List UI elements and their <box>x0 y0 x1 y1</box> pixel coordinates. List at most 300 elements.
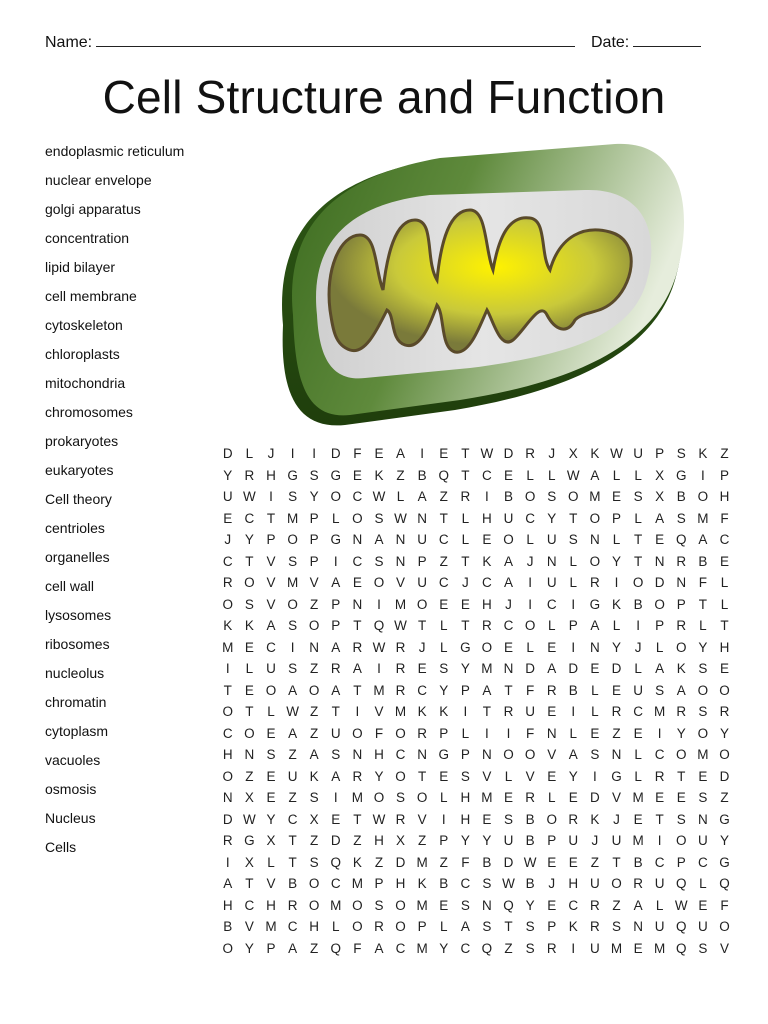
grid-letter[interactable]: O <box>611 876 622 891</box>
grid-letter[interactable]: D <box>654 575 665 590</box>
grid-letter[interactable]: Y <box>719 725 729 741</box>
grid-letter[interactable]: G <box>676 467 687 483</box>
grid-letter[interactable]: I <box>420 446 425 461</box>
grid-letter[interactable]: V <box>374 704 384 719</box>
grid-letter[interactable]: Y <box>525 897 535 913</box>
grid-letter[interactable]: H <box>719 639 730 655</box>
grid-letter[interactable]: O <box>395 897 406 913</box>
grid-letter[interactable]: C <box>222 725 233 741</box>
grid-letter[interactable]: N <box>352 747 363 762</box>
grid-letter[interactable]: B <box>439 876 449 891</box>
grid-letter[interactable]: Q <box>438 467 449 483</box>
grid-letter[interactable]: A <box>568 747 578 762</box>
grid-letter[interactable]: W <box>394 618 407 633</box>
grid-letter[interactable]: L <box>634 747 642 762</box>
grid-letter[interactable]: C <box>287 919 298 934</box>
grid-letter[interactable]: P <box>655 446 665 461</box>
grid-letter[interactable]: N <box>546 553 557 569</box>
grid-letter[interactable]: M <box>351 876 363 891</box>
grid-letter[interactable]: E <box>590 725 600 741</box>
grid-letter[interactable]: R <box>676 618 687 633</box>
grid-letter[interactable]: J <box>461 575 469 590</box>
grid-letter[interactable]: A <box>331 768 341 784</box>
grid-letter[interactable]: F <box>698 575 707 590</box>
grid-letter[interactable]: Z <box>612 897 621 913</box>
grid-letter[interactable]: J <box>548 446 556 461</box>
grid-letter[interactable]: B <box>525 811 535 827</box>
grid-letter[interactable]: R <box>719 704 730 719</box>
grid-letter[interactable]: K <box>223 618 233 633</box>
grid-letter[interactable]: E <box>439 596 449 612</box>
grid-letter[interactable]: T <box>633 532 643 547</box>
grid-letter[interactable]: H <box>266 897 276 913</box>
grid-letter[interactable]: S <box>611 919 621 934</box>
grid-letter[interactable]: F <box>353 446 362 461</box>
grid-letter[interactable]: S <box>504 811 514 827</box>
grid-letter[interactable]: M <box>286 510 299 526</box>
grid-letter[interactable]: P <box>676 596 686 612</box>
grid-letter[interactable]: G <box>244 833 255 848</box>
grid-letter[interactable]: A <box>223 876 233 891</box>
grid-letter[interactable]: A <box>352 661 362 676</box>
grid-letter[interactable]: J <box>634 639 642 655</box>
grid-letter[interactable]: E <box>439 897 449 913</box>
grid-letter[interactable]: Z <box>439 489 448 504</box>
grid-letter[interactable]: P <box>460 747 470 762</box>
grid-letter[interactable]: F <box>374 725 384 741</box>
grid-letter[interactable]: G <box>589 596 601 612</box>
grid-letter[interactable]: Q <box>481 940 493 956</box>
grid-letter[interactable]: T <box>245 704 254 719</box>
grid-letter[interactable]: E <box>655 532 665 547</box>
grid-letter[interactable]: K <box>568 919 578 934</box>
grid-letter[interactable]: R <box>395 639 406 655</box>
grid-letter[interactable]: X <box>244 854 254 870</box>
grid-letter[interactable]: O <box>352 919 363 934</box>
grid-letter[interactable]: Y <box>482 833 492 848</box>
grid-letter[interactable]: C <box>352 489 363 504</box>
grid-letter[interactable]: N <box>395 532 406 547</box>
grid-letter[interactable]: V <box>417 811 427 827</box>
grid-letter[interactable]: L <box>504 768 513 784</box>
grid-letter[interactable]: P <box>374 876 384 891</box>
grid-letter[interactable]: U <box>503 833 514 848</box>
grid-letter[interactable]: E <box>719 661 729 676</box>
grid-letter[interactable]: U <box>503 510 514 526</box>
grid-letter[interactable]: H <box>482 510 492 526</box>
grid-letter[interactable]: Y <box>547 510 557 526</box>
grid-letter[interactable]: J <box>418 639 426 655</box>
grid-letter[interactable]: Y <box>676 725 686 741</box>
grid-letter[interactable]: A <box>676 682 686 698</box>
grid-letter[interactable]: O <box>719 682 730 698</box>
grid-letter[interactable]: E <box>439 446 449 461</box>
grid-letter[interactable]: N <box>633 919 643 934</box>
grid-letter[interactable]: M <box>632 790 644 805</box>
grid-letter[interactable]: S <box>309 854 319 870</box>
grid-letter[interactable]: K <box>698 446 708 461</box>
grid-letter[interactable]: V <box>611 790 621 805</box>
grid-letter[interactable]: L <box>569 725 578 741</box>
grid-letter[interactable]: M <box>416 897 428 913</box>
grid-letter[interactable]: U <box>222 489 233 504</box>
grid-letter[interactable]: B <box>676 489 686 504</box>
grid-letter[interactable]: T <box>245 876 254 891</box>
grid-letter[interactable]: F <box>525 682 535 698</box>
grid-letter[interactable]: Y <box>244 940 254 956</box>
grid-letter[interactable]: C <box>697 854 708 870</box>
grid-letter[interactable]: S <box>525 940 535 956</box>
grid-letter[interactable]: E <box>633 811 643 827</box>
grid-letter[interactable]: C <box>503 618 514 633</box>
grid-letter[interactable]: M <box>697 747 709 762</box>
grid-letter[interactable]: Q <box>676 876 687 891</box>
grid-letter[interactable]: O <box>308 897 320 913</box>
grid-letter[interactable]: R <box>568 811 579 827</box>
grid-letter[interactable]: R <box>676 553 687 569</box>
grid-letter[interactable]: Z <box>288 747 297 762</box>
grid-letter[interactable]: C <box>438 575 449 590</box>
grid-letter[interactable]: E <box>417 661 427 676</box>
grid-letter[interactable]: Z <box>310 596 319 612</box>
grid-letter[interactable]: U <box>654 919 665 934</box>
grid-letter[interactable]: N <box>482 897 492 913</box>
grid-letter[interactable]: A <box>460 919 470 934</box>
grid-letter[interactable]: L <box>461 725 470 741</box>
grid-letter[interactable]: L <box>439 790 448 805</box>
grid-letter[interactable]: K <box>417 704 427 719</box>
grid-letter[interactable]: P <box>655 618 665 633</box>
grid-letter[interactable]: K <box>374 467 384 483</box>
grid-letter[interactable]: U <box>546 532 557 547</box>
grid-letter[interactable]: Z <box>310 940 319 956</box>
grid-letter[interactable]: K <box>352 854 362 870</box>
grid-letter[interactable]: L <box>396 489 405 504</box>
grid-letter[interactable]: L <box>526 532 534 547</box>
grid-letter[interactable]: I <box>441 811 446 827</box>
grid-letter[interactable]: L <box>267 854 275 870</box>
grid-letter[interactable]: X <box>266 833 276 848</box>
grid-letter[interactable]: X <box>309 811 319 827</box>
grid-letter[interactable]: U <box>417 532 428 547</box>
grid-letter[interactable]: S <box>633 489 643 504</box>
grid-letter[interactable]: E <box>223 510 233 526</box>
grid-letter[interactable]: L <box>591 682 599 698</box>
grid-letter[interactable]: E <box>655 790 665 805</box>
grid-letter[interactable]: A <box>331 639 341 655</box>
grid-letter[interactable]: T <box>612 854 621 870</box>
grid-letter[interactable]: B <box>568 682 578 698</box>
grid-letter[interactable]: Q <box>719 876 730 891</box>
grid-letter[interactable]: D <box>503 854 514 870</box>
grid-letter[interactable]: A <box>504 575 514 590</box>
grid-letter[interactable]: T <box>569 510 578 526</box>
grid-letter[interactable]: Y <box>439 940 449 956</box>
grid-letter[interactable]: T <box>461 446 470 461</box>
grid-letter[interactable]: U <box>546 575 557 590</box>
grid-letter[interactable]: L <box>569 575 578 590</box>
grid-letter[interactable]: F <box>525 725 535 741</box>
grid-letter[interactable]: R <box>482 618 492 633</box>
grid-letter[interactable]: O <box>524 618 536 633</box>
grid-letter[interactable]: C <box>395 940 406 956</box>
grid-letter[interactable]: R <box>222 833 233 848</box>
grid-letter[interactable]: Q <box>330 854 342 870</box>
grid-letter[interactable]: S <box>676 446 686 461</box>
grid-letter[interactable]: I <box>485 489 489 504</box>
grid-letter[interactable]: L <box>461 510 470 526</box>
name-blank-line[interactable] <box>96 32 575 47</box>
grid-letter[interactable]: K <box>244 618 254 633</box>
grid-letter[interactable]: C <box>395 747 406 762</box>
grid-letter[interactable]: S <box>266 747 276 762</box>
grid-letter[interactable]: S <box>698 790 708 805</box>
grid-letter[interactable]: Y <box>439 682 449 698</box>
grid-letter[interactable]: Y <box>266 811 276 827</box>
grid-letter[interactable]: L <box>699 618 707 633</box>
grid-letter[interactable]: S <box>655 682 665 698</box>
grid-letter[interactable]: C <box>525 510 535 526</box>
grid-letter[interactable]: N <box>395 553 406 569</box>
grid-letter[interactable]: T <box>288 833 297 848</box>
word-search-grid[interactable] <box>217 443 735 959</box>
grid-letter[interactable]: D <box>719 768 730 784</box>
name-field[interactable] <box>45 32 575 52</box>
grid-letter[interactable]: I <box>571 704 576 719</box>
grid-letter[interactable]: A <box>590 467 600 483</box>
grid-letter[interactable]: V <box>266 575 276 590</box>
grid-letter[interactable]: H <box>482 596 492 612</box>
grid-letter[interactable]: P <box>439 833 449 848</box>
grid-letter[interactable]: R <box>590 897 600 913</box>
grid-letter[interactable]: O <box>632 575 644 590</box>
grid-letter[interactable]: I <box>377 661 381 676</box>
grid-letter[interactable]: S <box>439 661 449 676</box>
grid-letter[interactable]: L <box>720 596 729 612</box>
grid-letter[interactable]: T <box>439 510 448 526</box>
grid-letter[interactable]: D <box>590 790 600 805</box>
grid-letter[interactable]: R <box>352 639 363 655</box>
grid-letter[interactable]: R <box>611 704 622 719</box>
grid-letter[interactable]: D <box>611 661 622 676</box>
grid-letter[interactable]: Q <box>676 532 687 547</box>
grid-letter[interactable]: I <box>506 725 511 741</box>
grid-letter[interactable]: B <box>698 553 708 569</box>
grid-letter[interactable]: R <box>395 661 406 676</box>
grid-letter[interactable]: A <box>374 940 384 956</box>
grid-letter[interactable]: I <box>333 790 338 805</box>
grid-letter[interactable]: O <box>265 682 277 698</box>
grid-letter[interactable]: U <box>417 575 428 590</box>
grid-letter[interactable]: Z <box>590 854 600 870</box>
grid-letter[interactable]: M <box>610 940 623 956</box>
grid-letter[interactable]: A <box>288 682 298 698</box>
grid-letter[interactable]: U <box>590 876 600 891</box>
grid-letter[interactable]: R <box>395 811 406 827</box>
grid-letter[interactable]: R <box>503 704 514 719</box>
grid-letter[interactable]: O <box>503 532 514 547</box>
grid-letter[interactable]: E <box>352 467 362 483</box>
grid-letter[interactable]: L <box>612 532 621 547</box>
grid-letter[interactable]: N <box>352 532 363 547</box>
grid-letter[interactable]: E <box>504 790 514 805</box>
grid-letter[interactable]: V <box>244 919 254 934</box>
grid-letter[interactable]: W <box>372 489 386 504</box>
grid-letter[interactable]: D <box>222 446 233 461</box>
grid-letter[interactable]: U <box>633 682 643 698</box>
grid-letter[interactable]: D <box>330 446 341 461</box>
grid-letter[interactable]: Z <box>612 725 621 741</box>
grid-letter[interactable]: E <box>331 811 341 827</box>
grid-letter[interactable]: T <box>418 768 427 784</box>
grid-letter[interactable]: H <box>374 747 384 762</box>
grid-letter[interactable]: F <box>720 897 729 913</box>
grid-letter[interactable]: G <box>287 467 298 483</box>
grid-letter[interactable]: Z <box>288 790 297 805</box>
grid-letter[interactable]: L <box>461 532 470 547</box>
grid-letter[interactable]: U <box>697 919 708 934</box>
grid-letter[interactable]: Q <box>676 919 687 934</box>
grid-letter[interactable]: O <box>222 768 234 784</box>
grid-letter[interactable]: P <box>547 833 557 848</box>
grid-letter[interactable]: V <box>396 575 406 590</box>
grid-letter[interactable]: L <box>332 919 340 934</box>
grid-letter[interactable]: K <box>676 661 686 676</box>
grid-letter[interactable]: P <box>439 725 449 741</box>
grid-letter[interactable]: J <box>548 876 556 891</box>
grid-letter[interactable]: G <box>330 467 342 483</box>
grid-letter[interactable]: X <box>396 833 406 848</box>
grid-letter[interactable]: V <box>525 768 535 784</box>
grid-letter[interactable]: U <box>590 940 600 956</box>
grid-letter[interactable]: O <box>589 553 601 569</box>
grid-letter[interactable]: A <box>374 532 384 547</box>
grid-letter[interactable]: S <box>698 661 708 676</box>
grid-letter[interactable]: M <box>481 661 493 676</box>
grid-letter[interactable]: H <box>374 833 384 848</box>
grid-letter[interactable]: I <box>614 575 619 590</box>
grid-letter[interactable]: H <box>395 876 406 891</box>
grid-letter[interactable]: S <box>288 553 298 569</box>
grid-letter[interactable]: I <box>355 704 360 719</box>
grid-letter[interactable]: T <box>655 811 664 827</box>
grid-letter[interactable]: S <box>482 876 492 891</box>
grid-letter[interactable]: R <box>546 682 557 698</box>
grid-letter[interactable]: S <box>288 618 298 633</box>
grid-letter[interactable]: A <box>331 682 341 698</box>
grid-letter[interactable]: O <box>395 768 406 784</box>
grid-letter[interactable]: W <box>372 639 386 655</box>
grid-letter[interactable]: O <box>222 704 234 719</box>
grid-letter[interactable]: S <box>309 467 319 483</box>
grid-letter[interactable]: C <box>633 704 643 719</box>
grid-letter[interactable]: C <box>546 596 557 612</box>
grid-letter[interactable]: S <box>676 811 686 827</box>
grid-letter[interactable]: I <box>636 618 640 633</box>
grid-letter[interactable]: H <box>460 790 471 805</box>
grid-letter[interactable]: J <box>267 446 275 461</box>
grid-letter[interactable]: Z <box>310 704 319 719</box>
grid-letter[interactable]: H <box>266 467 276 483</box>
grid-letter[interactable]: P <box>417 553 427 569</box>
date-field[interactable] <box>591 32 701 52</box>
grid-letter[interactable]: E <box>439 768 449 784</box>
grid-letter[interactable]: C <box>654 854 665 870</box>
grid-letter[interactable]: O <box>524 747 536 762</box>
grid-letter[interactable]: L <box>267 704 275 719</box>
grid-letter[interactable]: E <box>698 897 708 913</box>
grid-letter[interactable]: Q <box>330 940 342 956</box>
grid-letter[interactable]: T <box>461 467 470 483</box>
grid-letter[interactable]: R <box>546 940 557 956</box>
grid-letter[interactable]: I <box>657 725 662 741</box>
grid-letter[interactable]: M <box>222 639 234 655</box>
grid-letter[interactable]: O <box>287 596 298 612</box>
grid-letter[interactable]: O <box>352 897 363 913</box>
grid-letter[interactable]: N <box>590 532 600 547</box>
grid-letter[interactable]: O <box>416 596 428 612</box>
grid-letter[interactable]: L <box>547 467 556 483</box>
grid-letter[interactable]: E <box>266 725 276 741</box>
grid-letter[interactable]: D <box>503 446 514 461</box>
grid-letter[interactable]: Y <box>223 467 233 483</box>
grid-letter[interactable]: C <box>460 876 471 891</box>
grid-letter[interactable]: N <box>697 811 708 827</box>
grid-letter[interactable]: C <box>482 467 492 483</box>
grid-letter[interactable]: T <box>288 854 297 870</box>
grid-letter[interactable]: R <box>633 876 643 891</box>
grid-letter[interactable]: Z <box>374 854 384 870</box>
grid-letter[interactable]: G <box>719 854 730 870</box>
grid-letter[interactable]: O <box>589 510 601 526</box>
grid-letter[interactable]: O <box>308 618 320 633</box>
grid-letter[interactable]: J <box>505 596 512 612</box>
grid-letter[interactable]: L <box>245 446 254 461</box>
grid-letter[interactable]: B <box>504 489 514 504</box>
grid-letter[interactable]: Y <box>244 532 254 547</box>
grid-letter[interactable]: E <box>633 940 643 956</box>
grid-letter[interactable]: E <box>590 661 600 676</box>
grid-letter[interactable]: M <box>394 704 407 719</box>
grid-letter[interactable]: T <box>353 682 362 698</box>
grid-letter[interactable]: U <box>611 833 622 848</box>
grid-letter[interactable]: A <box>482 682 492 698</box>
grid-letter[interactable]: Z <box>720 790 729 805</box>
grid-letter[interactable]: P <box>309 553 319 569</box>
grid-letter[interactable]: L <box>612 467 621 483</box>
grid-letter[interactable]: C <box>568 897 579 913</box>
grid-letter[interactable]: P <box>676 854 686 870</box>
grid-letter[interactable]: L <box>655 897 664 913</box>
grid-letter[interactable]: R <box>525 446 535 461</box>
grid-letter[interactable]: R <box>676 704 687 719</box>
grid-letter[interactable]: T <box>633 553 643 569</box>
grid-letter[interactable]: L <box>439 919 448 934</box>
grid-letter[interactable]: R <box>590 919 600 934</box>
grid-letter[interactable]: U <box>568 833 579 848</box>
grid-letter[interactable]: E <box>547 854 557 870</box>
grid-letter[interactable]: T <box>720 618 729 633</box>
grid-letter[interactable]: Z <box>418 833 427 848</box>
grid-letter[interactable]: S <box>698 940 708 956</box>
grid-letter[interactable]: Z <box>310 833 319 848</box>
grid-letter[interactable]: C <box>244 510 255 526</box>
grid-letter[interactable]: L <box>720 575 729 590</box>
grid-letter[interactable]: E <box>374 446 384 461</box>
grid-letter[interactable]: M <box>394 596 407 612</box>
grid-letter[interactable]: P <box>309 510 319 526</box>
grid-letter[interactable]: E <box>719 553 729 569</box>
